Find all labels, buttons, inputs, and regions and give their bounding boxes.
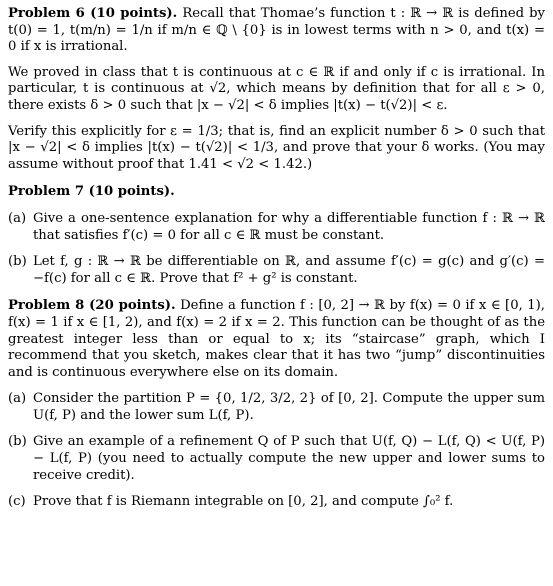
part-text: Give an example of a refinement Q of P such that U(f, Q) − L(f, Q) < U(f, P) − L(f, P) (you need to actually compute the new upper and lower sums to receive credit). bbox=[33, 434, 545, 483]
part-label: (a) bbox=[8, 391, 27, 407]
problem-6-intro-text: Recall that Thomae’s function t : ℝ → ℝ is defined by t(0) = 1, t(m/n) = 1/n if m/n ∈ ℚ \ {0} is in lowest terms with n > 0, and t(x) = 0 if x is irrational. bbox=[8, 6, 545, 55]
problem-6-task-paragraph: Verify this explicitly for ε = 1/3; that is, find an explicit number δ > 0 such that |x − √2| < δ implies |t(x) − t(√2)| < 1/3, and prove that your δ works. (You may assume without proof that 1.41 < √2 < 1.42.) bbox=[8, 123, 545, 172]
problem-6-title: Problem 6 (10 points). bbox=[8, 6, 178, 21]
problem-6-continuity-paragraph: We proved in class that t is continuous at c ∈ ℝ if and only if c is irrational. In particular, t is continuous at √2, which means by definition that for all ε > 0, there exists δ > 0 such that |x − √2| < δ implies |t(x) − t(√2)| < ε. bbox=[8, 64, 545, 113]
problem-7-part-b bbox=[8, 254, 545, 287]
part-label: (a) bbox=[8, 210, 27, 226]
part-label: (b) bbox=[8, 434, 27, 450]
part-text: Give a one-sentence explanation for why a differentiable function f : ℝ → ℝ that satisfies f′(c) = 0 for all c ∈ ℝ must be constant. bbox=[33, 210, 545, 243]
problem-8-part-b bbox=[8, 434, 545, 484]
problem-8-intro bbox=[8, 298, 545, 381]
part-label: (c) bbox=[8, 494, 26, 510]
part-text: Let f, g : ℝ → ℝ be differentiable on ℝ, and assume f′(c) = g(c) and g′(c) = −f(c) for all c ∈ ℝ. Prove that f² + g² is constant. bbox=[33, 254, 545, 286]
problem-8-part-c bbox=[8, 494, 545, 511]
problem-7-part-a bbox=[8, 211, 545, 244]
part-text: Prove that f is Riemann integrable on [0, 2], and compute ∫₀² f. bbox=[33, 494, 454, 510]
problem-8-part-a bbox=[8, 391, 545, 424]
problem-7-title: Problem 7 (10 points). bbox=[8, 184, 175, 200]
problem-7-heading bbox=[8, 184, 545, 201]
part-label: (b) bbox=[8, 254, 27, 270]
problem-8-title: Problem 8 (20 points). bbox=[8, 298, 176, 314]
problem-6-intro bbox=[8, 6, 545, 56]
problem-8-intro-text: Define a function f : [0, 2] → ℝ by f(x) = 0 if x ∈ [0, 1), f(x) = 1 if x ∈ [1, 2), and f(x) = 2 if x = 2. This function can be thought of as the greatest integer less than or equal to x; its “staircase” graph, which I recommend that you sketch, makes clear that it has two “jump” discontinuities and is continuous everywhere else on its domain. bbox=[8, 298, 545, 380]
part-text: Consider the partition P = {0, 1/2, 3/2, 2} of [0, 2]. Compute the upper sum U(f, P) and the lower sum L(f, P). bbox=[33, 391, 545, 423]
